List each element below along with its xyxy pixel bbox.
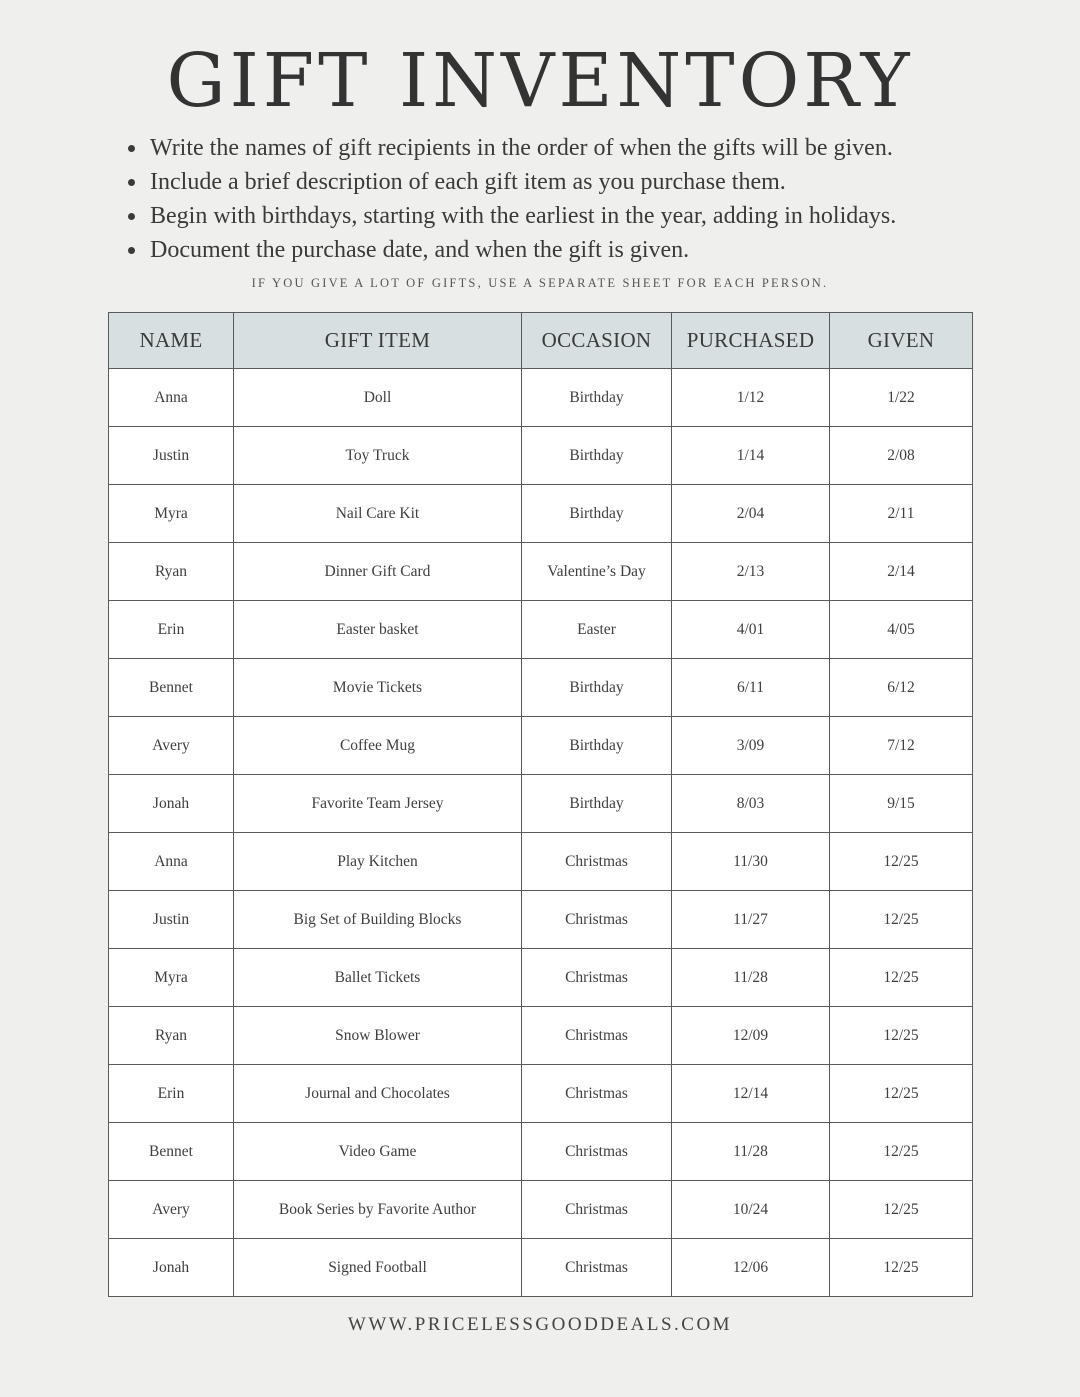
cell-name: Avery [109,1181,234,1239]
cell-gift-item: Nail Care Kit [234,485,522,543]
gift-inventory-table [108,312,973,1297]
instruction-item [126,199,966,233]
cell-occasion: Birthday [522,659,672,717]
cell-name: Bennet [109,659,234,717]
table-row [109,369,973,427]
cell-given: 12/25 [830,1123,973,1181]
cell-purchased: 12/14 [672,1065,830,1123]
cell-purchased: 3/09 [672,717,830,775]
table-body [109,369,973,1297]
cell-given: 2/14 [830,543,973,601]
table-row [109,717,973,775]
cell-given: 12/25 [830,1007,973,1065]
cell-name: Ryan [109,1007,234,1065]
table-row [109,1007,973,1065]
cell-occasion: Birthday [522,485,672,543]
cell-purchased: 10/24 [672,1181,830,1239]
cell-name: Myra [109,485,234,543]
cell-gift-item: Snow Blower [234,1007,522,1065]
cell-occasion: Christmas [522,1065,672,1123]
cell-purchased: 12/06 [672,1239,830,1297]
cell-gift-item: Play Kitchen [234,833,522,891]
cell-gift-item: Journal and Chocolates [234,1065,522,1123]
cell-given: 12/25 [830,1065,973,1123]
table-row [109,1123,973,1181]
cell-purchased: 11/28 [672,949,830,1007]
cell-name: Anna [109,369,234,427]
cell-gift-item: Big Set of Building Blocks [234,891,522,949]
header-purchased: PURCHASED [672,313,830,369]
cell-name: Jonah [109,1239,234,1297]
cell-given: 9/15 [830,775,973,833]
table-row [109,427,973,485]
table-header-row [109,313,973,369]
cell-purchased: 1/12 [672,369,830,427]
cell-given: 7/12 [830,717,973,775]
table-row [109,1239,973,1297]
cell-given: 4/05 [830,601,973,659]
cell-given: 2/08 [830,427,973,485]
table-row [109,601,973,659]
cell-purchased: 8/03 [672,775,830,833]
cell-purchased: 2/04 [672,485,830,543]
cell-purchased: 4/01 [672,601,830,659]
table-row [109,833,973,891]
instruction-text: Begin with birthdays, starting with the earliest in the year, adding in holidays. [150,203,897,229]
cell-given: 12/25 [830,833,973,891]
cell-occasion: Christmas [522,1181,672,1239]
cell-name: Justin [109,891,234,949]
cell-occasion: Christmas [522,949,672,1007]
cell-occasion: Christmas [522,833,672,891]
cell-purchased: 1/14 [672,427,830,485]
cell-occasion: Birthday [522,717,672,775]
cell-occasion: Birthday [522,775,672,833]
instruction-item [126,131,966,165]
cell-name: Jonah [109,775,234,833]
cell-gift-item: Video Game [234,1123,522,1181]
cell-occasion: Valentine’s Day [522,543,672,601]
table-row [109,659,973,717]
cell-name: Erin [109,601,234,659]
cell-name: Erin [109,1065,234,1123]
cell-gift-item: Doll [234,369,522,427]
separate-sheet-note: IF YOU GIVE A LOT OF GIFTS, USE A SEPARATE SHEET FOR EACH PERSON. [251,276,829,290]
table-row [109,775,973,833]
cell-name: Anna [109,833,234,891]
cell-gift-item: Dinner Gift Card [234,543,522,601]
instructions-list [126,131,966,267]
cell-occasion: Christmas [522,1123,672,1181]
cell-gift-item: Book Series by Favorite Author [234,1181,522,1239]
cell-name: Ryan [109,543,234,601]
cell-occasion: Christmas [522,1007,672,1065]
bullet-icon [128,247,135,254]
instruction-item [126,165,966,199]
cell-given: 12/25 [830,949,973,1007]
cell-gift-item: Ballet Tickets [234,949,522,1007]
header-name: NAME [109,313,234,369]
website-footer: WWW.PRICELESSGOODDEALS.COM [347,1314,733,1335]
table-row [109,543,973,601]
cell-purchased: 11/28 [672,1123,830,1181]
cell-occasion: Christmas [522,1239,672,1297]
cell-occasion: Christmas [522,891,672,949]
page-title: GIFT INVENTORY [166,38,914,124]
instruction-text: Write the names of gift recipients in the order of when the gifts will be given. [150,135,893,161]
cell-purchased: 11/30 [672,833,830,891]
instruction-item [126,233,966,267]
table-row [109,891,973,949]
instruction-text: Document the purchase date, and when the gift is given. [150,237,690,263]
cell-purchased: 2/13 [672,543,830,601]
cell-gift-item: Coffee Mug [234,717,522,775]
table-row [109,1181,973,1239]
cell-gift-item: Movie Tickets [234,659,522,717]
table-row [109,1065,973,1123]
header-gift-item: GIFT ITEM [234,313,522,369]
bullet-icon [128,179,135,186]
cell-gift-item: Signed Football [234,1239,522,1297]
cell-gift-item: Toy Truck [234,427,522,485]
cell-occasion: Birthday [522,369,672,427]
header-given: GIVEN [830,313,973,369]
cell-given: 12/25 [830,1181,973,1239]
cell-purchased: 11/27 [672,891,830,949]
instruction-text: Include a brief description of each gift item as you purchase them. [150,169,786,195]
cell-given: 12/25 [830,891,973,949]
bullet-icon [128,213,135,220]
cell-name: Avery [109,717,234,775]
cell-given: 1/22 [830,369,973,427]
cell-purchased: 6/11 [672,659,830,717]
cell-purchased: 12/09 [672,1007,830,1065]
table-row [109,949,973,1007]
cell-given: 2/11 [830,485,973,543]
cell-occasion: Easter [522,601,672,659]
cell-occasion: Birthday [522,427,672,485]
cell-name: Bennet [109,1123,234,1181]
header-occasion: OCCASION [522,313,672,369]
bullet-icon [128,145,135,152]
cell-given: 12/25 [830,1239,973,1297]
cell-name: Myra [109,949,234,1007]
table-row [109,485,973,543]
cell-given: 6/12 [830,659,973,717]
cell-gift-item: Favorite Team Jersey [234,775,522,833]
cell-gift-item: Easter basket [234,601,522,659]
cell-name: Justin [109,427,234,485]
